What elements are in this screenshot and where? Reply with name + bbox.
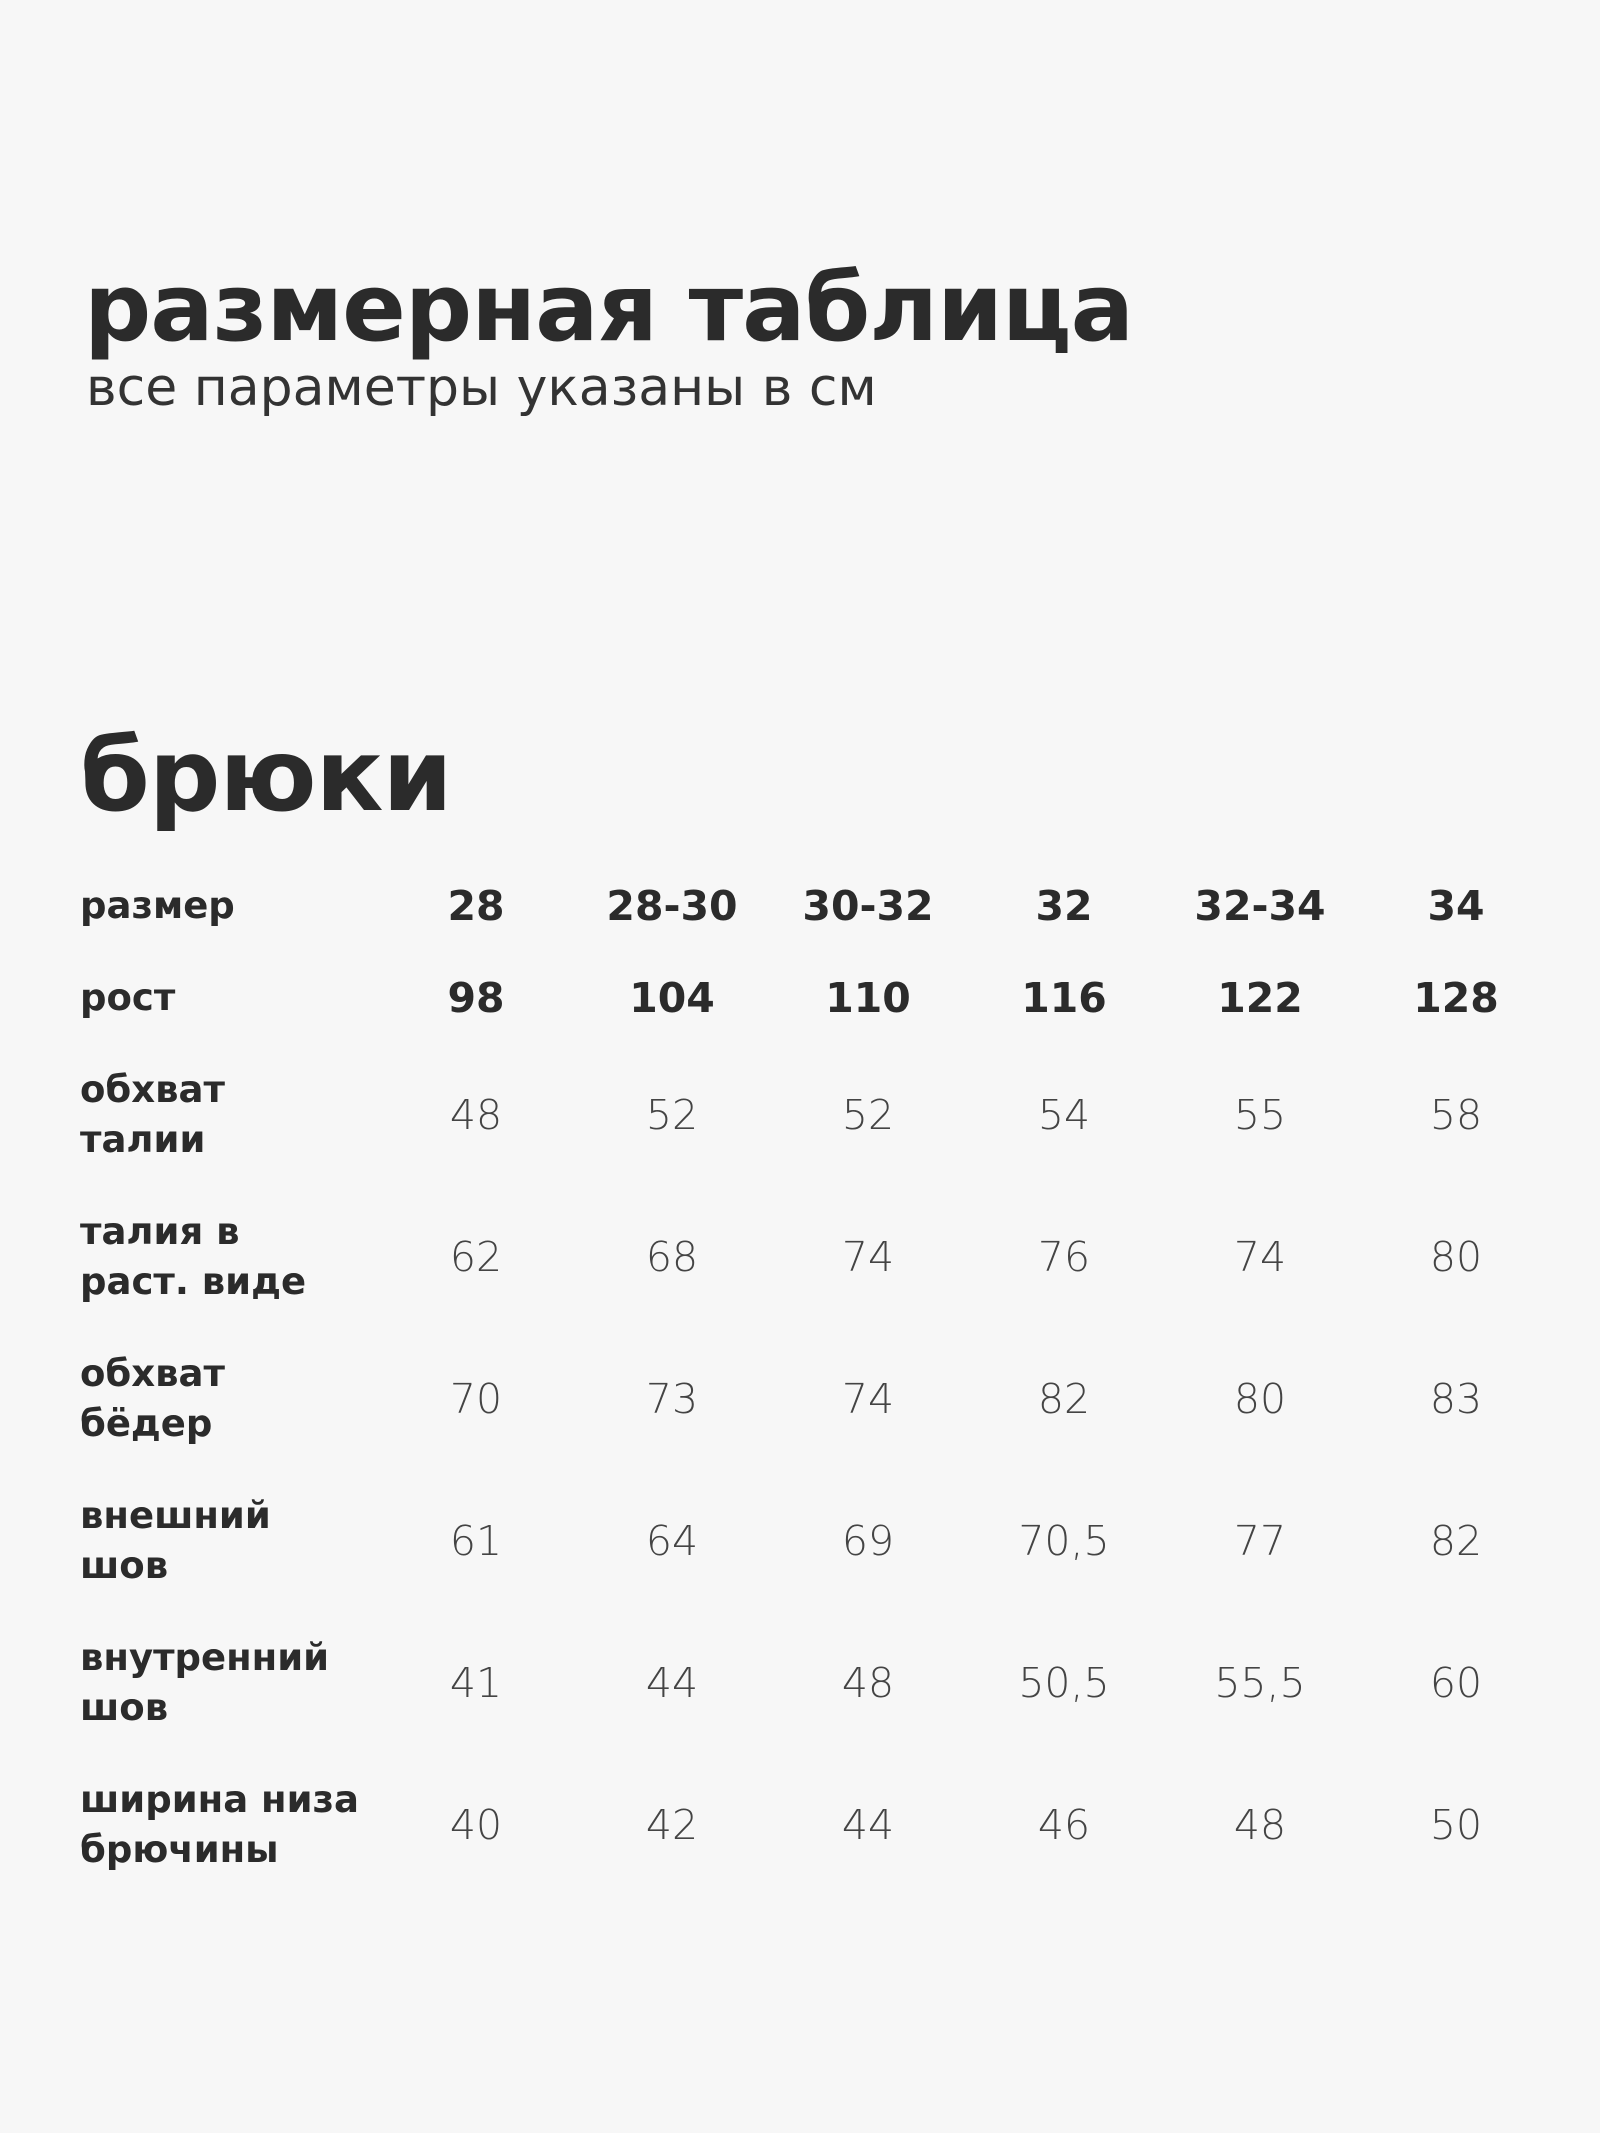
table-cell: 55 — [1233, 1091, 1287, 1139]
row-label: размер — [80, 884, 235, 927]
table-cell: 128 — [1413, 974, 1499, 1022]
table-cell: 48 — [841, 1659, 895, 1707]
table-cell: 41 — [449, 1659, 503, 1707]
table-cell: 70 — [449, 1375, 503, 1423]
row-label: ширина низа брючины — [80, 1778, 359, 1871]
size-table — [80, 860, 1554, 1896]
table-cell: 52 — [841, 1091, 895, 1139]
row-label: обхват талии — [80, 1068, 225, 1161]
table-cell: 52 — [645, 1091, 699, 1139]
table-row-waist-girth — [80, 1044, 1554, 1186]
table-cell: 74 — [841, 1375, 895, 1423]
table-cell: 64 — [645, 1517, 699, 1565]
row-label: талия в раст. виде — [80, 1210, 307, 1303]
table-row-waist-stretched — [80, 1186, 1554, 1328]
table-cell: 74 — [1233, 1233, 1287, 1281]
table-row-leg-opening — [80, 1754, 1554, 1896]
table-cell: 80 — [1429, 1233, 1483, 1281]
row-label: внешний шов — [80, 1494, 271, 1587]
table-cell: 116 — [1021, 974, 1107, 1022]
table-cell: 69 — [841, 1517, 895, 1565]
page-title: размерная таблица — [84, 254, 1134, 363]
table-cell: 80 — [1233, 1375, 1287, 1423]
row-label: внутренний шов — [80, 1636, 330, 1729]
table-cell: 48 — [1233, 1801, 1287, 1849]
table-cell: 42 — [645, 1801, 699, 1849]
row-label: обхват бёдер — [80, 1352, 225, 1445]
table-cell: 32-34 — [1194, 882, 1326, 930]
table-cell: 68 — [645, 1233, 699, 1281]
table-cell: 82 — [1429, 1517, 1483, 1565]
table-cell: 104 — [629, 974, 715, 1022]
table-cell: 50,5 — [1018, 1659, 1110, 1707]
table-cell: 60 — [1429, 1659, 1483, 1707]
table-cell: 58 — [1429, 1091, 1483, 1139]
table-cell: 62 — [449, 1233, 503, 1281]
table-cell: 28 — [447, 882, 505, 930]
table-cell: 44 — [841, 1801, 895, 1849]
table-cell: 73 — [645, 1375, 699, 1423]
table-cell: 82 — [1037, 1375, 1091, 1423]
table-cell: 77 — [1233, 1517, 1287, 1565]
table-cell: 54 — [1037, 1091, 1091, 1139]
table-cell: 55,5 — [1214, 1659, 1306, 1707]
table-row-inseam — [80, 1612, 1554, 1754]
table-cell: 74 — [841, 1233, 895, 1281]
table-cell: 44 — [645, 1659, 699, 1707]
table-cell: 83 — [1429, 1375, 1483, 1423]
table-cell: 76 — [1037, 1233, 1091, 1281]
row-label: рост — [80, 976, 176, 1019]
table-cell: 50 — [1429, 1801, 1483, 1849]
table-cell: 46 — [1037, 1801, 1091, 1849]
table-row-size — [80, 860, 1554, 952]
table-cell: 61 — [449, 1517, 503, 1565]
table-cell: 32 — [1035, 882, 1093, 930]
table-cell: 98 — [447, 974, 505, 1022]
table-row-hip-girth — [80, 1328, 1554, 1470]
table-cell: 110 — [825, 974, 911, 1022]
table-cell: 28-30 — [606, 882, 738, 930]
table-cell: 30-32 — [802, 882, 934, 930]
table-cell: 48 — [449, 1091, 503, 1139]
page-subtitle: все параметры указаны в см — [86, 358, 877, 418]
table-cell: 40 — [449, 1801, 503, 1849]
table-row-outseam — [80, 1470, 1554, 1612]
table-cell: 34 — [1427, 882, 1485, 930]
section-title: брюки — [80, 717, 452, 834]
table-row-height — [80, 952, 1554, 1044]
table-cell: 70,5 — [1018, 1517, 1110, 1565]
table-cell: 122 — [1217, 974, 1303, 1022]
